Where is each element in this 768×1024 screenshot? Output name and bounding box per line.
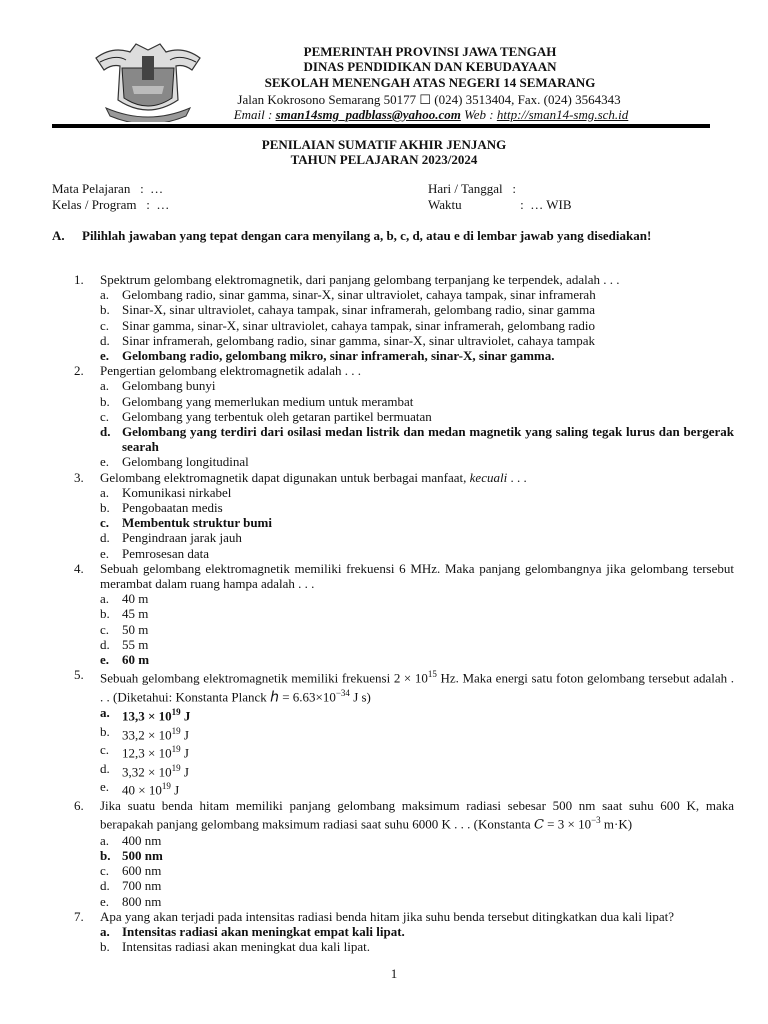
option-letter: a. bbox=[100, 591, 110, 607]
class-field: Kelas / Program : … bbox=[52, 197, 170, 212]
option-text: 45 m bbox=[122, 606, 149, 622]
option-letter: e. bbox=[100, 348, 110, 364]
option-exponent: 19 bbox=[171, 762, 181, 773]
option[interactable] bbox=[70, 287, 734, 302]
option-text: Membentuk struktur bumi bbox=[122, 515, 273, 531]
option[interactable] bbox=[70, 863, 734, 878]
question-list bbox=[70, 272, 734, 954]
option-text: Sinar gamma, sinar-X, sinar ultraviolet, cahaya tampak, sinar inframerah, gelombang radio bbox=[122, 317, 595, 333]
constant-unit: m·K) bbox=[600, 816, 633, 832]
option-unit: J bbox=[180, 708, 191, 724]
option[interactable] bbox=[70, 742, 734, 761]
option[interactable] bbox=[70, 302, 734, 317]
option-text: Gelombang yang memerlukan medium untuk merambat bbox=[122, 393, 414, 409]
option-unit: J bbox=[180, 745, 189, 761]
constant-value: = 3 × 10 bbox=[543, 816, 592, 832]
option-letter: c. bbox=[100, 515, 110, 531]
option-letter: b. bbox=[100, 939, 110, 955]
option[interactable] bbox=[70, 530, 734, 545]
question-text: Pengertian gelombang elektromagnetik adalah . . . bbox=[100, 363, 361, 379]
question-number: 3. bbox=[74, 469, 84, 485]
option-letter: a. bbox=[100, 287, 110, 303]
option-letter: a. bbox=[100, 705, 110, 721]
time-field: Waktu : … WIB bbox=[428, 197, 572, 212]
school-contact-links bbox=[196, 107, 666, 123]
question bbox=[70, 561, 734, 591]
school-name: SEKOLAH MENENGAH ATAS NEGERI 14 SEMARANG bbox=[264, 75, 596, 90]
question-text-end: . . . bbox=[507, 469, 527, 485]
option-exponent: 19 bbox=[171, 707, 181, 718]
option-text: 13,3 × 10 bbox=[122, 708, 172, 724]
option-text: 60 m bbox=[122, 652, 150, 668]
option-answer[interactable] bbox=[70, 652, 734, 667]
option-unit: J bbox=[180, 764, 189, 780]
option[interactable] bbox=[70, 894, 734, 909]
option-letter: a. bbox=[100, 378, 110, 394]
option-letter: d. bbox=[100, 878, 110, 894]
option[interactable] bbox=[70, 761, 734, 780]
exam-title: PENILAIAN SUMATIF AKHIR JENJANG bbox=[261, 137, 507, 152]
option-text: 3,32 × 10 bbox=[122, 764, 172, 780]
option-text: 40 × 10 bbox=[122, 782, 162, 798]
option-text: Pengindraan jarak jauh bbox=[122, 530, 242, 546]
option[interactable] bbox=[70, 546, 734, 561]
option[interactable] bbox=[70, 724, 734, 743]
email-label: Email : bbox=[233, 107, 276, 122]
option-letter: b. bbox=[100, 302, 110, 318]
option-letter: a. bbox=[100, 832, 110, 848]
academic-year: TAHUN PELAJARAN 2023/2024 bbox=[290, 152, 478, 167]
planck-value: = 6.63×10 bbox=[278, 689, 336, 705]
email-link[interactable]: sman14smg_padblass@yahoo.com bbox=[275, 107, 461, 122]
option[interactable] bbox=[70, 394, 734, 409]
option-exponent: 19 bbox=[171, 744, 181, 755]
option-letter: d. bbox=[100, 424, 111, 440]
header-divider bbox=[52, 124, 710, 128]
question-text: Gelombang elektromagnetik dapat digunakan untuk berbagai manfaat, bbox=[100, 469, 470, 485]
option[interactable] bbox=[70, 333, 734, 348]
section-label: A. bbox=[52, 228, 65, 243]
option-letter: d. bbox=[100, 636, 110, 652]
web-label: Web : bbox=[460, 107, 497, 122]
option[interactable] bbox=[70, 378, 734, 393]
option-letter: d. bbox=[100, 332, 110, 348]
instruction-text: Pilihlah jawaban yang tepat dengan cara menyilang a, b, c, d, atau e di lembar jawab yang disediakan! bbox=[82, 228, 652, 243]
option-letter: c. bbox=[100, 408, 110, 424]
option-answer[interactable] bbox=[70, 348, 734, 363]
option-letter: b. bbox=[100, 500, 110, 516]
option-unit: J bbox=[170, 782, 180, 798]
option-letter: c. bbox=[100, 317, 110, 333]
option-text: Gelombang yang terdiri dari osilasi medan listrik dan medan magnetik yang saling tegak lurus dan bergerak searah bbox=[122, 424, 734, 455]
question bbox=[70, 470, 734, 485]
option-text: 600 nm bbox=[122, 863, 162, 879]
option[interactable] bbox=[70, 606, 734, 621]
option-answer[interactable] bbox=[70, 515, 734, 530]
planck-exponent: −34 bbox=[335, 687, 350, 698]
option-exponent: 19 bbox=[171, 725, 181, 736]
option-text: 500 nm bbox=[122, 847, 163, 863]
option-letter: b. bbox=[100, 723, 110, 739]
question-text: Sebuah gelombang elektromagnetik memiliki frekuensi 2 × 10 bbox=[100, 670, 428, 686]
option-letter: b. bbox=[100, 847, 111, 863]
option-text: Intensitas radiasi akan meningkat empat kali lipat. bbox=[122, 923, 405, 939]
option-text: Gelombang longitudinal bbox=[122, 454, 249, 470]
option-answer[interactable] bbox=[70, 705, 734, 724]
question-number: 5. bbox=[74, 667, 84, 683]
option-answer[interactable] bbox=[70, 848, 734, 863]
question-text: Sebuah gelombang elektromagnetik memiliki frekuensi 6 MHz. Maka panjang gelombangnya jika gelombang tersebut merambat dalam ruang hampa adalah . . . bbox=[100, 560, 734, 592]
option-text: Gelombang radio, sinar gamma, sinar-X, sinar ultraviolet, cahaya tampak, sinar inframerah bbox=[122, 287, 596, 303]
frequency-exponent: 15 bbox=[427, 669, 437, 680]
option-letter: e. bbox=[100, 893, 110, 909]
option[interactable] bbox=[70, 454, 734, 469]
option-letter: b. bbox=[100, 393, 110, 409]
option-text: Gelombang yang terbentuk oleh getaran partikel bermuatan bbox=[122, 408, 432, 424]
option-text: 400 nm bbox=[122, 832, 162, 848]
option-letter: c. bbox=[100, 621, 110, 637]
option-text: Gelombang bunyi bbox=[122, 378, 216, 394]
option-text: 50 m bbox=[122, 621, 149, 637]
option[interactable] bbox=[70, 779, 734, 798]
question-text: Jika suatu benda hitam memiliki panjang gelombang maksimum radiasi sebesar 500 nm saat suhu 600 K, maka berapakah panjang gelombang maksimum radiasi saat suhu 6000 K . . . (Konstanta bbox=[100, 798, 734, 832]
option-text: 700 nm bbox=[122, 878, 162, 894]
option[interactable] bbox=[70, 318, 734, 333]
planck-unit: J s) bbox=[349, 689, 371, 705]
option-letter: d. bbox=[100, 530, 110, 546]
option-exponent: 19 bbox=[161, 781, 171, 792]
option[interactable] bbox=[70, 622, 734, 637]
question bbox=[70, 363, 734, 378]
question bbox=[70, 667, 734, 705]
question-number: 2. bbox=[74, 363, 84, 379]
government-name: PEMERINTAH PROVINSI JAWA TENGAH bbox=[303, 44, 557, 59]
page-number: 1 bbox=[390, 966, 398, 981]
question-number: 6. bbox=[74, 798, 84, 813]
constant-symbol: C bbox=[533, 817, 544, 833]
department-name: DINAS PENDIDIKAN DAN KEBUDAYAAN bbox=[303, 59, 557, 74]
question-number: 7. bbox=[74, 908, 84, 924]
option-letter: e. bbox=[100, 779, 110, 795]
option[interactable] bbox=[70, 409, 734, 424]
option-unit: J bbox=[180, 727, 189, 743]
question-number: 1. bbox=[74, 272, 84, 287]
option-text: Intensitas radiasi akan meningkat dua kali lipat. bbox=[122, 939, 371, 955]
question-text-cont: Hz. Maka energi satu foton gelombang tersebut adalah . . . (Diketahui: Konstanta Planck bbox=[100, 670, 734, 705]
provincial-crest-logo bbox=[92, 40, 204, 122]
option-text: Pengobaatan medis bbox=[122, 500, 223, 516]
option[interactable] bbox=[70, 500, 734, 515]
question-number: 4. bbox=[74, 560, 84, 576]
option-letter: a. bbox=[100, 923, 110, 939]
option-letter: a. bbox=[100, 484, 110, 500]
option-text: Sinar inframerah, gelombang radio, sinar gamma, sinar-X, sinar ultraviolet, cahaya tampak bbox=[122, 332, 595, 348]
option-text: Pemrosesan data bbox=[122, 545, 210, 561]
option-letter: c. bbox=[100, 863, 110, 879]
question-emphasis: kecuali bbox=[469, 469, 508, 485]
option-letter: b. bbox=[100, 606, 110, 622]
subject-field: Mata Pelajaran : … bbox=[52, 181, 164, 196]
question bbox=[70, 909, 734, 924]
option-letter: d. bbox=[100, 760, 110, 776]
option[interactable] bbox=[70, 591, 734, 606]
question bbox=[70, 798, 734, 833]
question bbox=[70, 272, 734, 287]
option-text: 33,2 × 10 bbox=[122, 727, 172, 743]
option-letter: e. bbox=[100, 545, 110, 561]
web-link[interactable]: http://sman14-smg.sch.id bbox=[496, 107, 629, 122]
option[interactable] bbox=[70, 939, 734, 954]
option[interactable] bbox=[70, 833, 734, 848]
option-text: 12,3 × 10 bbox=[122, 745, 172, 761]
option[interactable] bbox=[70, 485, 734, 500]
option-text: Gelombang radio, gelombang mikro, sinar inframerah, sinar-X, sinar gamma. bbox=[122, 348, 555, 364]
option[interactable] bbox=[70, 637, 734, 652]
date-field: Hari / Tanggal : bbox=[428, 181, 517, 196]
planck-symbol: h bbox=[270, 689, 279, 706]
constant-exponent: −3 bbox=[591, 815, 601, 826]
option-text: 55 m bbox=[122, 636, 149, 652]
option-letter: e. bbox=[100, 454, 110, 470]
option[interactable] bbox=[70, 878, 734, 893]
option-letter: c. bbox=[100, 742, 110, 758]
question-text: Apa yang akan terjadi pada intensitas radiasi benda hitam jika suhu benda tersebut ditingkatkan dua kali lipat? bbox=[100, 908, 674, 924]
option-text: 800 nm bbox=[122, 893, 162, 909]
school-address: Jalan Kokrosono Semarang 50177 ☐ (024) 3513404, Fax. (024) 3564343 bbox=[237, 92, 621, 107]
option-answer[interactable] bbox=[70, 424, 734, 454]
option-text: 40 m bbox=[122, 591, 149, 607]
question-text: Spektrum gelombang elektromagnetik, dari panjang gelombang terpanjang ke terpendek, adalah . . . bbox=[100, 272, 620, 287]
option-letter: e. bbox=[100, 652, 110, 668]
option-text: Komunikasi nirkabel bbox=[122, 484, 232, 500]
option-text: Sinar-X, sinar ultraviolet, cahaya tampak, sinar inframerah, gelombang radio, sinar gamma bbox=[122, 302, 595, 318]
option-answer[interactable] bbox=[70, 924, 734, 939]
